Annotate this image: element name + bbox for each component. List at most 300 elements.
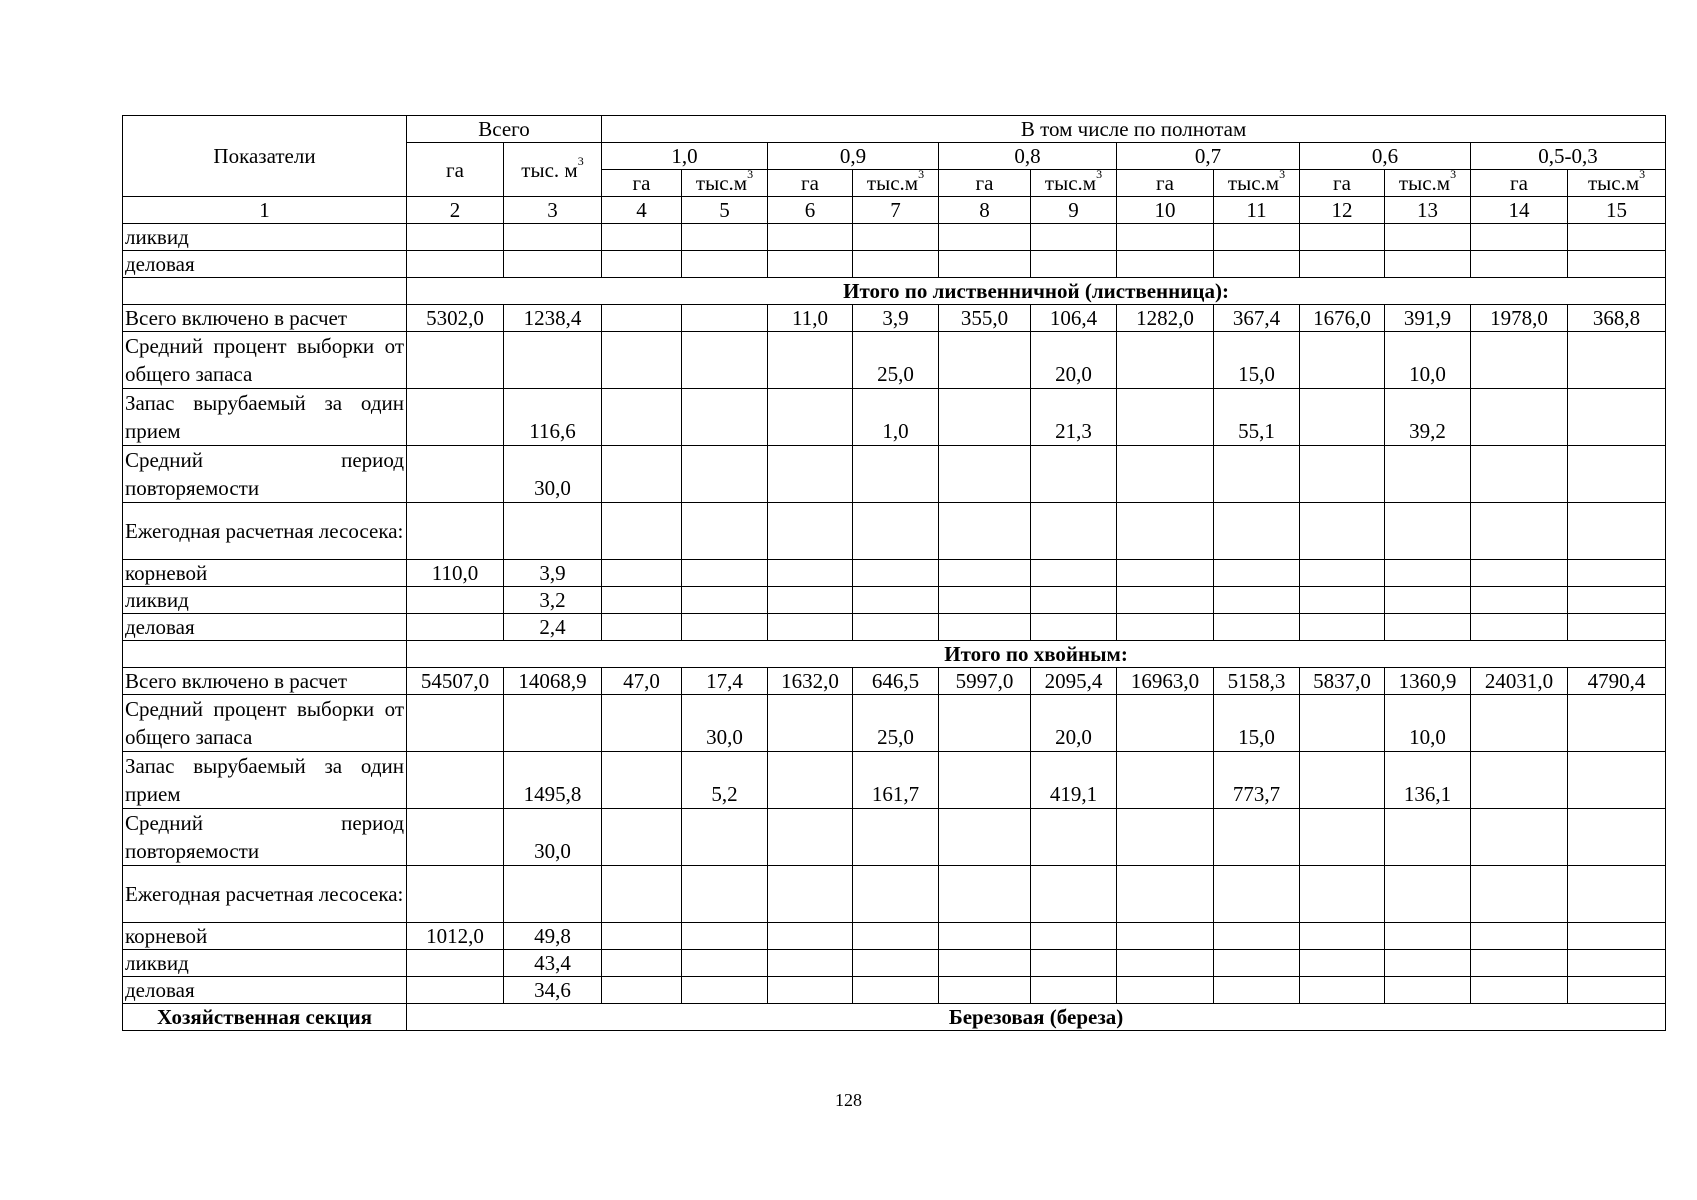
table-cell bbox=[1031, 977, 1117, 1004]
table-cell bbox=[682, 977, 768, 1004]
table-cell bbox=[602, 389, 682, 446]
table-cell bbox=[768, 809, 853, 866]
table-cell: 1676,0 bbox=[1300, 305, 1385, 332]
table-row bbox=[123, 950, 1666, 977]
table-cell bbox=[1471, 446, 1568, 503]
table-cell bbox=[1300, 389, 1385, 446]
table-cell bbox=[1214, 977, 1300, 1004]
column-number: 10 bbox=[1117, 197, 1214, 224]
table-cell: 1632,0 bbox=[768, 668, 853, 695]
table-cell bbox=[1031, 614, 1117, 641]
table-cell: 15,0 bbox=[1214, 332, 1300, 389]
header-total-m3 bbox=[504, 143, 602, 197]
table-cell bbox=[123, 641, 407, 668]
header-unit-m3 bbox=[1568, 170, 1666, 197]
table-cell: 30,0 bbox=[504, 446, 602, 503]
table-cell bbox=[602, 752, 682, 809]
table-cell: 20,0 bbox=[1031, 332, 1117, 389]
table-cell bbox=[939, 614, 1031, 641]
table-cell bbox=[1385, 809, 1471, 866]
table-cell bbox=[1031, 251, 1117, 278]
table-cell: 367,4 bbox=[1214, 305, 1300, 332]
table-cell bbox=[682, 809, 768, 866]
column-number: 4 bbox=[602, 197, 682, 224]
table-cell: 25,0 bbox=[853, 332, 939, 389]
table-cell: 773,7 bbox=[1214, 752, 1300, 809]
column-numbers-row bbox=[123, 197, 1666, 224]
table-cell: 25,0 bbox=[853, 695, 939, 752]
table-cell bbox=[939, 866, 1031, 923]
table-cell bbox=[1471, 614, 1568, 641]
table-cell: 54507,0 bbox=[407, 668, 504, 695]
table-cell bbox=[1300, 446, 1385, 503]
table-cell bbox=[853, 446, 939, 503]
table-cell bbox=[602, 332, 682, 389]
table-cell bbox=[1385, 224, 1471, 251]
unit-label: тыс.м bbox=[1398, 171, 1451, 195]
table-cell: 17,4 bbox=[682, 668, 768, 695]
forest-table bbox=[122, 115, 1666, 1031]
table-cell bbox=[682, 503, 768, 560]
header-total: Всего bbox=[407, 116, 602, 143]
table-cell bbox=[123, 278, 407, 305]
column-number: 3 bbox=[504, 197, 602, 224]
table-cell bbox=[1385, 587, 1471, 614]
table-row bbox=[123, 446, 1666, 503]
table-cell bbox=[768, 614, 853, 641]
table-cell bbox=[602, 950, 682, 977]
table-cell bbox=[768, 866, 853, 923]
table-cell bbox=[504, 332, 602, 389]
table-cell bbox=[1300, 695, 1385, 752]
table-cell bbox=[939, 923, 1031, 950]
table-cell bbox=[939, 503, 1031, 560]
table-cell bbox=[1117, 950, 1214, 977]
table-cell bbox=[768, 446, 853, 503]
table-cell bbox=[1117, 251, 1214, 278]
table-cell: 391,9 bbox=[1385, 305, 1471, 332]
table-cell bbox=[602, 809, 682, 866]
table-cell bbox=[407, 224, 504, 251]
table-cell bbox=[1568, 560, 1666, 587]
table-cell bbox=[1471, 695, 1568, 752]
table-cell bbox=[1385, 923, 1471, 950]
header-unit-m3 bbox=[1214, 170, 1300, 197]
table-cell: 116,6 bbox=[504, 389, 602, 446]
table-cell bbox=[1214, 950, 1300, 977]
unit-label: тыс.м bbox=[695, 171, 748, 195]
table-cell bbox=[1300, 587, 1385, 614]
table-cell: 5302,0 bbox=[407, 305, 504, 332]
table-cell bbox=[768, 752, 853, 809]
table-cell bbox=[1300, 503, 1385, 560]
table-cell bbox=[853, 251, 939, 278]
table-cell bbox=[939, 332, 1031, 389]
table-cell bbox=[1471, 950, 1568, 977]
table-cell bbox=[1385, 560, 1471, 587]
table-cell bbox=[1471, 389, 1568, 446]
column-number: 8 bbox=[939, 197, 1031, 224]
table-cell bbox=[1300, 977, 1385, 1004]
column-number: 15 bbox=[1568, 197, 1666, 224]
row-label: деловая bbox=[123, 614, 407, 641]
header-density: 1,0 bbox=[602, 143, 768, 170]
unit-sup: 3 bbox=[747, 169, 754, 181]
table-cell bbox=[1471, 503, 1568, 560]
table-cell bbox=[853, 560, 939, 587]
header-by-density: В том числе по полнотам bbox=[602, 116, 1666, 143]
table-cell bbox=[504, 866, 602, 923]
table-cell: 39,2 bbox=[1385, 389, 1471, 446]
table-cell bbox=[1117, 332, 1214, 389]
table-cell bbox=[1471, 587, 1568, 614]
table-cell bbox=[407, 446, 504, 503]
unit-sup: 3 bbox=[1279, 169, 1286, 181]
table-cell bbox=[1117, 614, 1214, 641]
table-cell: 43,4 bbox=[504, 950, 602, 977]
table-cell bbox=[768, 251, 853, 278]
table-cell bbox=[1568, 752, 1666, 809]
table-cell bbox=[1214, 614, 1300, 641]
row-label: Средний процент выборки от общего запаса bbox=[123, 695, 407, 752]
table-cell bbox=[1031, 587, 1117, 614]
section-title: Итого по лиственничной (лиственница): bbox=[407, 278, 1666, 305]
table-cell: 5837,0 bbox=[1300, 668, 1385, 695]
table-cell bbox=[1117, 866, 1214, 923]
row-label: ликвид bbox=[123, 950, 407, 977]
table-cell bbox=[768, 950, 853, 977]
table-cell: 3,9 bbox=[853, 305, 939, 332]
header-total-ha: га bbox=[407, 143, 504, 197]
table-cell bbox=[1568, 695, 1666, 752]
table-cell: 24031,0 bbox=[1471, 668, 1568, 695]
table-cell bbox=[1471, 809, 1568, 866]
table-cell: 419,1 bbox=[1031, 752, 1117, 809]
table-cell bbox=[1568, 923, 1666, 950]
table-cell bbox=[939, 587, 1031, 614]
table-cell bbox=[1031, 866, 1117, 923]
table-cell: 1012,0 bbox=[407, 923, 504, 950]
table-cell bbox=[602, 446, 682, 503]
unit-sup: 3 bbox=[1450, 169, 1457, 181]
table-cell: 1978,0 bbox=[1471, 305, 1568, 332]
column-number: 13 bbox=[1385, 197, 1471, 224]
table-cell bbox=[1214, 809, 1300, 866]
table-cell bbox=[1568, 224, 1666, 251]
table-cell bbox=[1117, 977, 1214, 1004]
table-cell bbox=[939, 446, 1031, 503]
table-row bbox=[123, 305, 1666, 332]
table-cell bbox=[1117, 809, 1214, 866]
table-cell bbox=[1471, 224, 1568, 251]
table-cell bbox=[1300, 332, 1385, 389]
unit-label: тыс.м bbox=[866, 171, 919, 195]
table-cell bbox=[1214, 224, 1300, 251]
unit-sup: 3 bbox=[1096, 169, 1103, 181]
row-label: ликвид bbox=[123, 587, 407, 614]
row-label: Ежегодная расчетная лесосека: bbox=[123, 503, 407, 560]
table-cell bbox=[1568, 809, 1666, 866]
table-cell bbox=[768, 695, 853, 752]
table-row bbox=[123, 251, 1666, 278]
table-cell bbox=[1300, 752, 1385, 809]
table-cell bbox=[768, 560, 853, 587]
header-unit-ha: га bbox=[939, 170, 1031, 197]
table-cell bbox=[602, 977, 682, 1004]
column-number: 2 bbox=[407, 197, 504, 224]
table-cell bbox=[407, 587, 504, 614]
table-cell bbox=[407, 950, 504, 977]
table-cell: 30,0 bbox=[682, 695, 768, 752]
table-cell bbox=[939, 389, 1031, 446]
table-cell bbox=[1031, 950, 1117, 977]
table-cell bbox=[1117, 752, 1214, 809]
unit-label: тыс.м bbox=[1044, 171, 1097, 195]
table-cell bbox=[1471, 752, 1568, 809]
table-cell bbox=[1031, 446, 1117, 503]
table-row bbox=[123, 668, 1666, 695]
table-cell bbox=[1568, 587, 1666, 614]
table-cell bbox=[407, 866, 504, 923]
header-unit-ha: га bbox=[768, 170, 853, 197]
table-cell bbox=[1117, 923, 1214, 950]
unit-sup: 3 bbox=[1639, 169, 1646, 181]
table-cell: 136,1 bbox=[1385, 752, 1471, 809]
table-cell: 10,0 bbox=[1385, 332, 1471, 389]
table-cell bbox=[504, 695, 602, 752]
table-cell: 2,4 bbox=[504, 614, 602, 641]
table-cell: 106,4 bbox=[1031, 305, 1117, 332]
table-cell bbox=[939, 560, 1031, 587]
table-row bbox=[123, 503, 1666, 560]
table-cell bbox=[682, 923, 768, 950]
column-number: 7 bbox=[853, 197, 939, 224]
table-cell bbox=[1214, 923, 1300, 950]
table-row bbox=[123, 923, 1666, 950]
table-cell bbox=[768, 587, 853, 614]
table-cell bbox=[682, 950, 768, 977]
table-cell: 1,0 bbox=[853, 389, 939, 446]
table-cell: 14068,9 bbox=[504, 668, 602, 695]
table-cell bbox=[853, 950, 939, 977]
table-cell bbox=[1568, 977, 1666, 1004]
unit-sup: 3 bbox=[918, 169, 925, 181]
table-cell bbox=[602, 923, 682, 950]
table-cell bbox=[853, 977, 939, 1004]
table-cell bbox=[1385, 950, 1471, 977]
table-cell bbox=[1385, 251, 1471, 278]
table-cell bbox=[1568, 503, 1666, 560]
row-label: ликвид bbox=[123, 224, 407, 251]
table-cell bbox=[1568, 446, 1666, 503]
table-cell: 20,0 bbox=[1031, 695, 1117, 752]
table-cell bbox=[1117, 446, 1214, 503]
table-cell bbox=[1214, 587, 1300, 614]
table-cell bbox=[1117, 389, 1214, 446]
row-label: деловая bbox=[123, 977, 407, 1004]
table-cell: 4790,4 bbox=[1568, 668, 1666, 695]
table-cell bbox=[768, 332, 853, 389]
table-cell bbox=[602, 305, 682, 332]
table-cell bbox=[1471, 866, 1568, 923]
table-cell bbox=[602, 695, 682, 752]
table-cell bbox=[407, 503, 504, 560]
table-cell bbox=[602, 587, 682, 614]
footer-value: Березовая (береза) bbox=[407, 1004, 1666, 1031]
table-cell: 5997,0 bbox=[939, 668, 1031, 695]
table-cell bbox=[1300, 251, 1385, 278]
table-cell bbox=[682, 560, 768, 587]
row-label: деловая bbox=[123, 251, 407, 278]
table-cell bbox=[407, 695, 504, 752]
table-cell bbox=[1300, 560, 1385, 587]
table-cell bbox=[939, 752, 1031, 809]
row-label: Запас вырубаемый за один прием bbox=[123, 389, 407, 446]
table-cell bbox=[768, 503, 853, 560]
header-unit-ha: га bbox=[602, 170, 682, 197]
table-cell: 5,2 bbox=[682, 752, 768, 809]
row-label: Средний период повторяемости bbox=[123, 809, 407, 866]
table-cell bbox=[853, 224, 939, 251]
table-cell bbox=[602, 503, 682, 560]
table-cell: 2095,4 bbox=[1031, 668, 1117, 695]
row-label: Средний процент выборки от общего запаса bbox=[123, 332, 407, 389]
table-cell bbox=[853, 866, 939, 923]
table-cell bbox=[939, 950, 1031, 977]
table-cell bbox=[939, 695, 1031, 752]
table-cell bbox=[1300, 614, 1385, 641]
table-cell: 368,8 bbox=[1568, 305, 1666, 332]
table-cell bbox=[682, 587, 768, 614]
table-cell: 110,0 bbox=[407, 560, 504, 587]
table-cell bbox=[768, 977, 853, 1004]
table-cell bbox=[1471, 560, 1568, 587]
table-cell bbox=[939, 809, 1031, 866]
table-cell bbox=[407, 977, 504, 1004]
table-cell bbox=[1568, 866, 1666, 923]
table-cell bbox=[602, 866, 682, 923]
column-number: 12 bbox=[1300, 197, 1385, 224]
footer-label: Хозяйственная секция bbox=[123, 1004, 407, 1031]
table-row bbox=[123, 389, 1666, 446]
table-cell: 355,0 bbox=[939, 305, 1031, 332]
table-cell bbox=[853, 614, 939, 641]
table-cell bbox=[407, 332, 504, 389]
table-row bbox=[123, 977, 1666, 1004]
table-row bbox=[123, 332, 1666, 389]
table-cell bbox=[1117, 695, 1214, 752]
table-cell: 3,2 bbox=[504, 587, 602, 614]
table-cell bbox=[602, 251, 682, 278]
table-cell: 21,3 bbox=[1031, 389, 1117, 446]
table-cell bbox=[682, 446, 768, 503]
table-cell bbox=[939, 977, 1031, 1004]
table-cell bbox=[1031, 809, 1117, 866]
table-cell bbox=[1031, 923, 1117, 950]
table-cell bbox=[853, 923, 939, 950]
table-cell bbox=[853, 809, 939, 866]
table-cell bbox=[1031, 560, 1117, 587]
row-label: Ежегодная расчетная лесосека: bbox=[123, 866, 407, 923]
table-cell bbox=[602, 224, 682, 251]
table-cell: 11,0 bbox=[768, 305, 853, 332]
row-label: корневой bbox=[123, 560, 407, 587]
table-cell: 3,9 bbox=[504, 560, 602, 587]
header-unit-m3 bbox=[1385, 170, 1471, 197]
table-cell: 646,5 bbox=[853, 668, 939, 695]
table-cell bbox=[853, 503, 939, 560]
header-unit-m3 bbox=[1031, 170, 1117, 197]
table-cell: 10,0 bbox=[1385, 695, 1471, 752]
header-unit-ha: га bbox=[1117, 170, 1214, 197]
table-cell bbox=[1471, 977, 1568, 1004]
table-row bbox=[123, 224, 1666, 251]
header-unit-ha: га bbox=[1300, 170, 1385, 197]
table-cell bbox=[1568, 332, 1666, 389]
table-cell bbox=[768, 923, 853, 950]
table-cell bbox=[1471, 332, 1568, 389]
header-unit-m3 bbox=[682, 170, 768, 197]
table-cell bbox=[1300, 950, 1385, 977]
table-cell bbox=[768, 224, 853, 251]
table-cell bbox=[407, 614, 504, 641]
header-indicators: Показатели bbox=[123, 116, 407, 197]
table-cell: 1282,0 bbox=[1117, 305, 1214, 332]
table-cell: 49,8 bbox=[504, 923, 602, 950]
unit-label: тыс. м bbox=[521, 157, 578, 182]
table-cell bbox=[1214, 251, 1300, 278]
table-cell bbox=[939, 251, 1031, 278]
header-density: 0,7 bbox=[1117, 143, 1300, 170]
section-row bbox=[123, 641, 1666, 668]
table-cell: 16963,0 bbox=[1117, 668, 1214, 695]
header-row-1 bbox=[123, 116, 1666, 143]
table-cell bbox=[682, 389, 768, 446]
table-cell: 47,0 bbox=[602, 668, 682, 695]
table-cell bbox=[682, 332, 768, 389]
section-title: Итого по хвойным: bbox=[407, 641, 1666, 668]
table-cell bbox=[407, 752, 504, 809]
page-number: 128 bbox=[835, 1090, 862, 1110]
table-cell bbox=[1117, 560, 1214, 587]
table-cell: 1238,4 bbox=[504, 305, 602, 332]
table-cell bbox=[1214, 446, 1300, 503]
column-number: 6 bbox=[768, 197, 853, 224]
table-cell bbox=[1214, 503, 1300, 560]
table-cell: 15,0 bbox=[1214, 695, 1300, 752]
table-row bbox=[123, 809, 1666, 866]
table-cell bbox=[504, 503, 602, 560]
header-unit-m3 bbox=[853, 170, 939, 197]
table-cell bbox=[853, 587, 939, 614]
table-cell bbox=[1031, 503, 1117, 560]
table-cell: 30,0 bbox=[504, 809, 602, 866]
table-cell bbox=[1385, 866, 1471, 923]
header-density: 0,8 bbox=[939, 143, 1117, 170]
header-density: 0,9 bbox=[768, 143, 939, 170]
table-cell: 1360,9 bbox=[1385, 668, 1471, 695]
column-number: 5 bbox=[682, 197, 768, 224]
header-density: 0,5-0,3 bbox=[1471, 143, 1666, 170]
table-row bbox=[123, 614, 1666, 641]
table-cell bbox=[407, 389, 504, 446]
row-label: Всего включено в расчет bbox=[123, 668, 407, 695]
table-cell bbox=[1300, 809, 1385, 866]
row-label: Запас вырубаемый за один прием bbox=[123, 752, 407, 809]
table-row bbox=[123, 695, 1666, 752]
table-row bbox=[123, 866, 1666, 923]
header-unit-ha: га bbox=[1471, 170, 1568, 197]
